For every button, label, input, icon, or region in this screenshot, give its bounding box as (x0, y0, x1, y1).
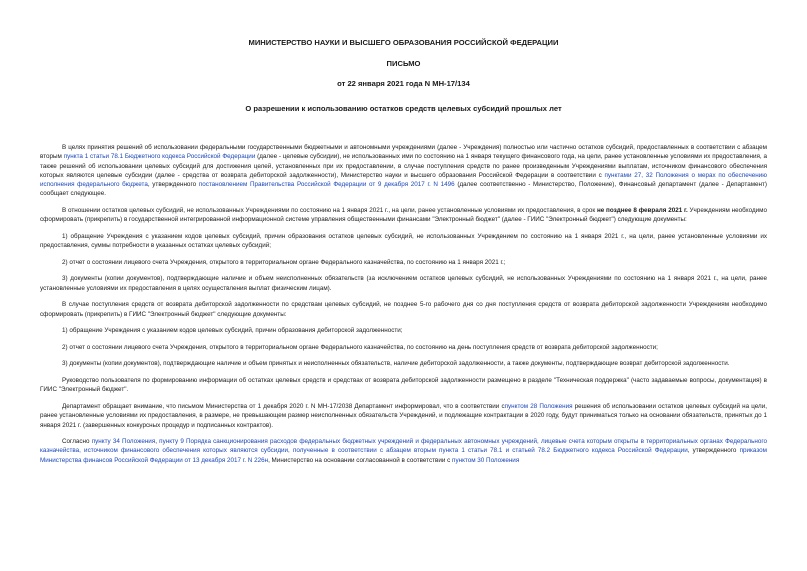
paragraph-12: Согласно пункту 34 Положения, пункту 9 Порядка санкционирования расходов федеральных бюджетных учреждений и федеральных автономных учреждений, лицевые счета которым открыты в территориальных органах Федерального казначейства, источником финансового обеспечения которых являются субсидии, полученные в соответствии с абзацем вторым пункта 1 статьи 78.1 и статьей 78.2 Бюджетного кодекса Российской Федерации, утвержденного приказом Министерства финансов Российской Федерации от 13 декабря 2017 г. N 226н, Министерство на основании согласованной в соответствии с пунктом 30 Положения (40, 438, 767, 464)
paragraph-3: 1) обращение Учреждения с указанием кодов целевых субсидий, причин образования остатков целевых субсидий, не использованных Учреждением по состоянию на 1 января 2021 г., на цели, ранее установленные условиями их предоставления, суммы потребности в указанных остатках целевых субсидий; (40, 232, 767, 250)
paragraph-6: В случае поступления средств от возврата дебиторской задолженности по средствам целевых субсидий, не позднее 5-го рабочего дня со дня поступления средств от возврата дебиторской задолженности Учреждениям необходимо сформировать (прикрепить) в ГИИС "Электронный бюджет" следующие документы: (40, 301, 767, 318)
date-number-heading: от 22 января 2021 года N МН-17/134 (337, 79, 470, 88)
ministry-heading: МИНИСТЕРСТВО НАУКИ И ВЫСШЕГО ОБРАЗОВАНИЯ РОССИЙСКОЙ ФЕДЕРАЦИИ (248, 38, 559, 47)
letter-body (40, 143, 767, 472)
link-budget-code-78-1[interactable]: пункта 1 статьи 78.1 Бюджетного кодекса Российской Федерации (63, 153, 256, 161)
link-regulation-point-34[interactable]: пункту 34 Положения (91, 438, 156, 446)
link-regulation-point-28[interactable]: пунктом 28 Положения (504, 402, 573, 410)
paragraph-1: В целях принятия решений об использовании федеральными государственными бюджетными и автономными учреждениями (далее - Учреждения) полностью или частично остатков субсидий, предоставленных в соответствии с абзацем вторым пункта 1 статьи 78.1 Бюджетного кодекса Российской Федерации (далее - целевые субсидии), не использованных ими по состоянию на 1 января текущего финансового года, на цели, ранее установленные условиями их предоставления, а также решений об использовании целевых субсидий для достижения целей, установленных при их предоставлении, в случае поступления средств по ранее произведенным Учреждениями выплатам, источником финансового обеспечения которых являются целевые субсидии (далее - средства от возврата дебиторской задолженности), Министерство науки и высшего образования Российской Федерации в соответствии с пунктами 27, 32 Положения о мерах по обеспечению исполнения федерального бюджета, утвержденного постановлением Правительства Российской Федерации от 9 декабря 2017 г. N 1496 (далее соответственно - Министерство, Положение), Финансовый департамент (далее - Департамент) сообщает следующее. (40, 144, 767, 198)
paragraph-8: 2) отчет о состоянии лицевого счета Учреждения, открытого в территориальном органе Федерального казначейства, по состоянию на день поступления средств от возврата дебиторской задолженности; (62, 343, 658, 351)
link-regulation-points-27-32[interactable]: пунктами 27, 32 Положения о мерах по обеспечению исполнения федерального бюджета (40, 171, 767, 189)
subject-heading: О разрешении к использованию остатков средств целевых субсидий прошлых лет (245, 104, 562, 113)
paragraph-7: 1) обращение Учреждения с указанием кодов целевых субсидий, причин образования дебиторской задолженности; (62, 327, 403, 335)
deadline-text: не позднее 8 февраля 2021 г. (596, 207, 688, 215)
paragraph-4: 2) отчет о состоянии лицевого счета Учреждения, открытого в территориальном органе Федерального казначейства, по состоянию на 1 января 2021 г.; (62, 258, 506, 266)
paragraph-11: Департамент обращает внимание, что письмом Министерства от 1 декабря 2020 г. N МН-17/2038 Департамент информировал, что в соответствии спунктом 28 Положения решения об использовании остатков целевых субсидий на цели, ранее установленные условиями их предоставления, в размере, не превышающем размер неисполненных обязательств Учреждений, и подлежащие контрактации в 2020 году, будут приниматься только на основании обязательств, принятых до 1 января 2021 г. (завершенных конкурсных процедур и подписанных контрактов). (40, 402, 767, 429)
link-regulation-point-30[interactable]: пунктом 30 Положения (452, 456, 520, 464)
paragraph-5: 3) документы (копии документов), подтверждающие наличие и объем неисполненных обязательств (за исключением остатков целевых субсидий, не использованных Учреждениями по состоянию на 1 января 2021 г., на цели, ранее установленные условиями их предоставления в целях осуществления выплат физическим лицам). (40, 275, 767, 292)
link-minfin-order-226n[interactable]: приказом Министерства финансов Российской Федерации от 13 декабря 2017 г. N 226н (40, 447, 767, 464)
paragraph-2: В отношении остатков целевых субсидий, не использованных Учреждениями по состоянию на 1 января 2021 г., на цели, ранее установленные условиями их предоставления, в срок не позднее 8 февраля 2021 г. Учреждениям необходимо сформировать (прикрепить) в государственной интегрированной информационной системе управления общественными финансами "Электронный бюджет" (далее - ГИИС "Электронный бюджет") следующие документы: (40, 207, 767, 224)
link-government-decree-1496[interactable]: постановлением Правительства Российской Федерации от 9 декабря 2017 г. N 1496 (198, 181, 455, 189)
doc-type-heading: ПИСЬМО (386, 59, 421, 68)
paragraph-9: 3) документы (копии документов), подтверждающие наличие и объем принятых и неисполненных обязательств, наличие дебиторской задолженности, а также документы, подтверждающие возврат дебиторской задолженности. (62, 360, 730, 368)
link-procedure-point-9[interactable]: пункту 9 Порядка санкционирования расходов федеральных бюджетных учреждений и федеральных автономных учреждений, лицевые счета которым открыты в территориальных органах Федерального казначейства, источником финансового обеспечения которых являются субсидии, полученные в соответствии с абзацем вторым пункта 1 статьи 78.1 и статьей 78.2 Бюджетного кодекса Российской Федерации (40, 438, 767, 455)
paragraph-10: Руководство пользователя по формированию информации об остатках целевых средств и средствах от возврата дебиторской задолженности размещено в разделе "Техническая поддержка" (часто задаваемые вопросы, документация) в ГИИС "Электронный бюджет". (40, 377, 767, 394)
